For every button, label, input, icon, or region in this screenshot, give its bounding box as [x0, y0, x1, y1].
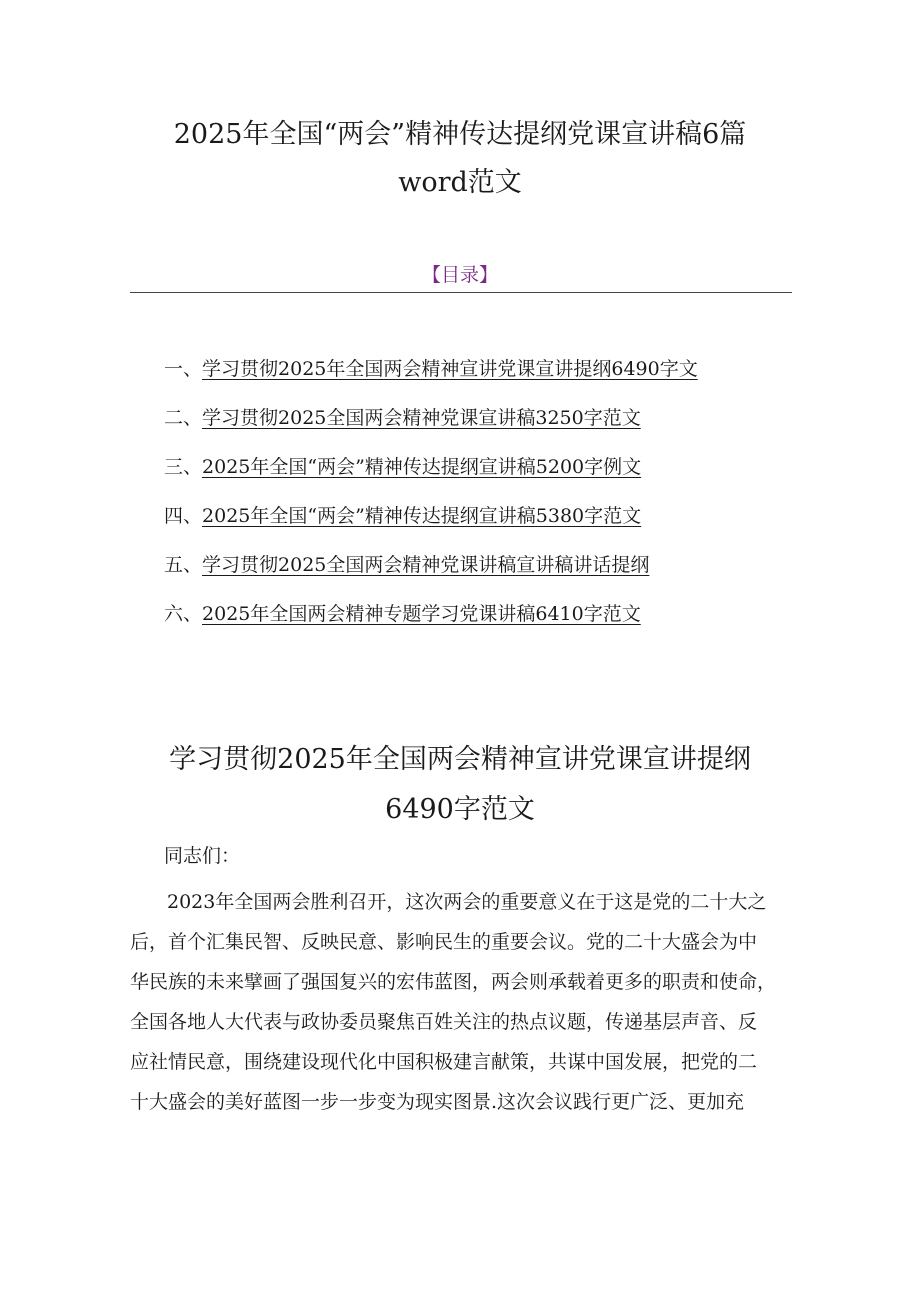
toc-item-4: [164, 501, 804, 550]
toc-item-1: [164, 354, 804, 403]
body-line: 全国各地人大代表与政协委员聚焦百姓关注的热点议题，传递基层声音、反: [130, 1011, 758, 1033]
toc-link-1[interactable]: 学习贯彻2025年全国两会精神宣讲党课宣讲提纲6490字文: [202, 358, 698, 380]
toc-item-marker: 二、: [164, 407, 203, 429]
toc-divider: [130, 292, 792, 293]
toc-item-2: [164, 403, 804, 452]
body-line: 后，首个汇集民智、反映民意、影响民生的重要会议。党的二十大盛会为中: [130, 931, 758, 953]
toc-item-5: [164, 550, 804, 599]
toc-item-marker: 三、: [164, 456, 203, 478]
toc-link-3[interactable]: 2025年全国“两会”精神传达提纲宣讲稿5200字例文: [202, 456, 642, 478]
table-of-contents: [164, 354, 804, 648]
section-title-line-2: 6490字范文: [385, 794, 535, 825]
body-line: 2023年全国两会胜利召开，这次两会的重要意义在于这是党的二十大之: [167, 891, 767, 913]
body-paragraph: [130, 887, 795, 1127]
body-line: 十大盛会的美好蓝图一步一步变为现实图景.这次会议践行更广泛、更加充: [130, 1091, 745, 1113]
toc-item-3: [164, 452, 804, 501]
toc-link-2[interactable]: 学习贯彻2025全国两会精神党课宣讲稿3250字范文: [202, 407, 641, 429]
section-title-line-1: 学习贯彻2025年全国两会精神宣讲党课宣讲提纲: [169, 744, 751, 775]
body-line: 华民族的未来擘画了强国复兴的宏伟蓝图，两会则承载着更多的职责和使命，: [130, 971, 777, 993]
greeting: 同志们：: [164, 845, 241, 867]
body-line: 应社情民意，围绕建设现代化中国积极建言献策，共谋中国发展，把党的二: [130, 1051, 758, 1073]
toc-item-marker: 一、: [164, 358, 203, 380]
toc-item-marker: 六、: [164, 603, 203, 625]
toc-link-4[interactable]: 2025年全国“两会”精神传达提纲宣讲稿5380字范文: [202, 505, 642, 527]
document-title-line-1: 2025年全国“两会”精神传达提纲党课宣讲稿6篇: [173, 119, 747, 150]
toc-link-6[interactable]: 2025年全国两会精神专题学习党课讲稿6410字范文: [202, 603, 641, 625]
toc-item-marker: 五、: [164, 554, 203, 576]
toc-link-5[interactable]: 学习贯彻2025全国两会精神党课讲稿宣讲稿讲话提纲: [202, 554, 650, 576]
document-title-line-2: word范文: [398, 167, 522, 198]
toc-heading: 【目录】: [421, 264, 498, 286]
toc-item-6: [164, 599, 804, 648]
toc-item-marker: 四、: [164, 505, 203, 527]
